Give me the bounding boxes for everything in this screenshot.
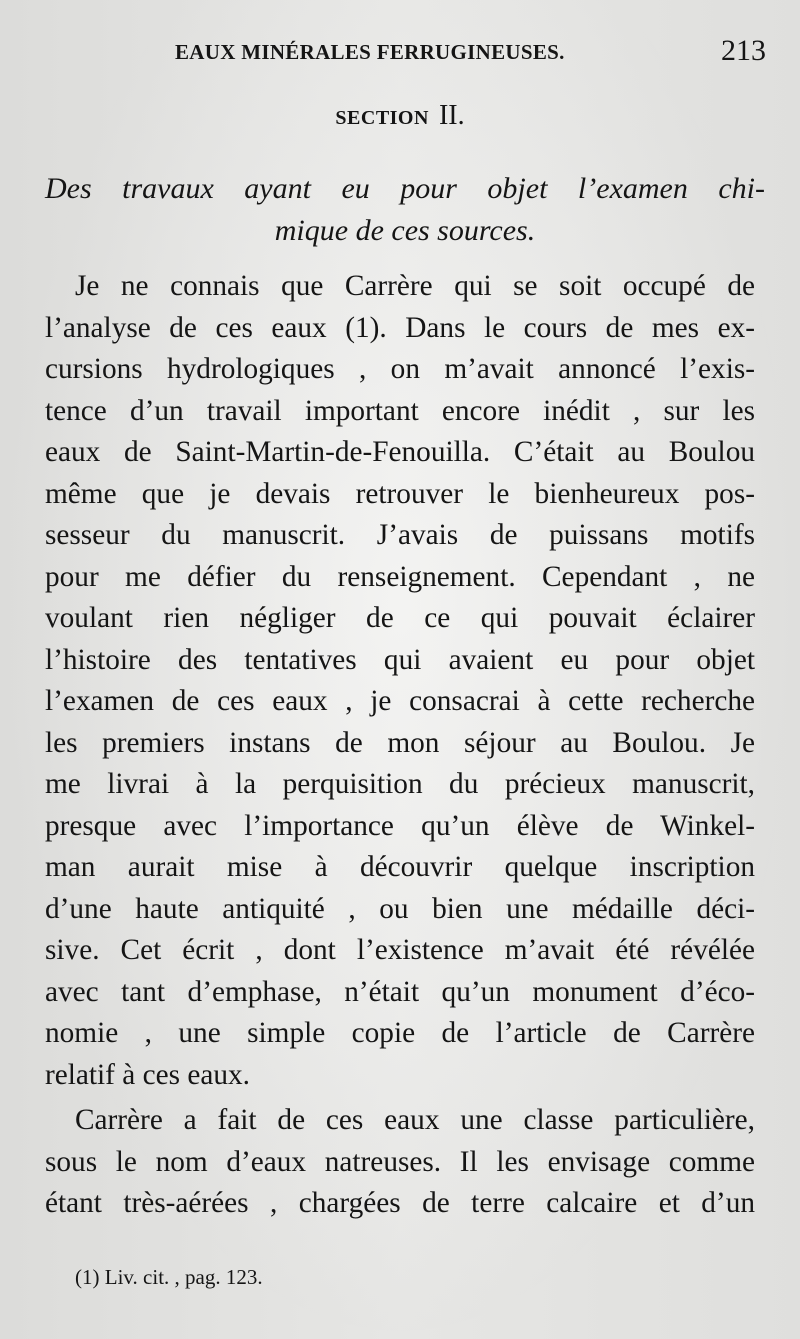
text-line: Je ne connais que Carrère qui se soit occupé de xyxy=(75,270,755,302)
text-line: les premiers instans de mon séjour au Boulou. Je xyxy=(45,726,755,759)
text-line: même que je devais retrouver le bienheureux pos- xyxy=(45,477,755,510)
section-label: SECTION xyxy=(335,107,429,129)
text-line: l’analyse de ces eaux (1). Dans le cours de mes ex- xyxy=(45,311,755,344)
footnote: (1) Liv. cit. , pag. 123. xyxy=(75,1265,263,1289)
subtitle-line: Des travaux ayant eu pour objet l’examen chi- xyxy=(45,172,765,205)
text-line: me livrai à la perquisition du précieux manuscrit, xyxy=(45,768,755,800)
text-line: relatif à ces eaux. xyxy=(45,1058,250,1091)
text-line: nomie , une simple copie de l’article de Carrère xyxy=(45,1017,755,1049)
subtitle-line: mique de ces sources. xyxy=(274,214,536,247)
running-head: EAUX MINÉRALES FERRUGINEUSES. xyxy=(175,40,565,64)
section-number: II. xyxy=(438,100,465,131)
page-header xyxy=(0,34,800,80)
paragraph xyxy=(45,1100,755,1225)
section-heading xyxy=(0,100,800,132)
text-line: man aurait mise à découvrir quelque inscription xyxy=(45,851,755,883)
text-line: d’une haute antiquité , ou bien une médaille déci- xyxy=(45,892,755,925)
text-line: sous le nom d’eaux natreuses. Il les envisage comme xyxy=(45,1145,755,1178)
text-line: l’examen de ces eaux , je consacrai à cette recherche xyxy=(45,685,755,717)
body-text xyxy=(45,266,755,1225)
text-line: eaux de Saint-Martin-de-Fenouilla. C’était au Boulou xyxy=(45,436,755,468)
text-line: presque avec l’importance qu’un élève de Winkel- xyxy=(45,809,755,842)
text-line: cursions hydrologiques , on m’avait annoncé l’exis- xyxy=(45,353,755,385)
paragraph xyxy=(45,266,755,1096)
section-subtitle xyxy=(45,168,765,252)
page-number: 213 xyxy=(721,34,766,67)
text-line: sesseur du manuscrit. J’avais de puissans motifs xyxy=(45,519,755,551)
text-line: avec tant d’emphase, n’était qu’un monument d’éco- xyxy=(45,975,755,1008)
text-line: étant très-aérées , chargées de terre calcaire et d’un xyxy=(45,1187,755,1219)
text-line: tence d’un travail important encore inédit , sur les xyxy=(45,394,755,427)
text-line: Carrère a fait de ces eaux une classe particulière, xyxy=(75,1104,755,1136)
text-line: pour me défier du renseignement. Cependant , ne xyxy=(45,560,755,593)
text-line: sive. Cet écrit , dont l’existence m’avait été révélée xyxy=(45,934,755,966)
text-line: l’histoire des tentatives qui avaient eu pour objet xyxy=(45,643,755,676)
text-line: voulant rien négliger de ce qui pouvait éclairer xyxy=(45,602,755,634)
